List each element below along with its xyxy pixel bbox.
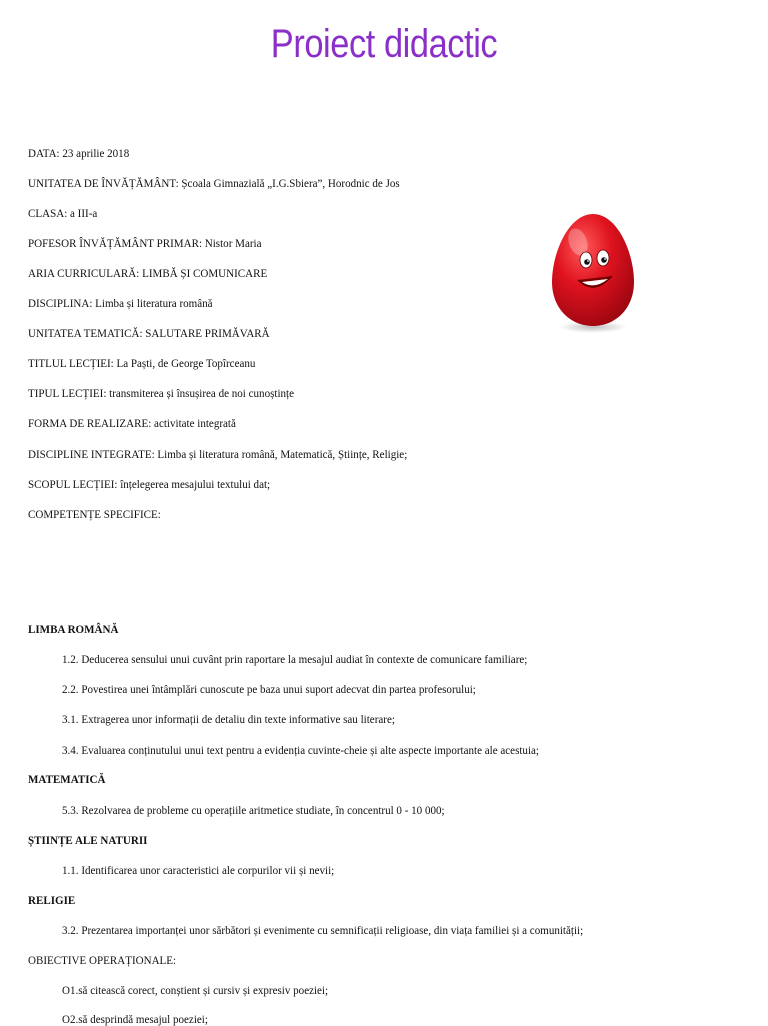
list-item: O2.să desprindă mesajul poeziei; <box>62 1012 208 1026</box>
stiinte-heading: ȘTIINȚE ALE NATURII <box>28 833 148 847</box>
easter-egg-icon <box>548 210 638 335</box>
list-item: 1.2. Deducerea sensului unui cuvânt prin raportare la mesajul audiat în contexte de comunicare familiare; <box>62 652 528 666</box>
teacher-line: POFESOR ÎNVĂȚĂMÂNT PRIMAR: Nistor Maria <box>28 236 262 250</box>
curricular-area-line: ARIA CURRICULARĂ: LIMBĂ ȘI COMUNICARE <box>28 266 268 280</box>
page-title: Proiect didactic <box>270 22 498 66</box>
matematica-heading: MATEMATICĂ <box>28 772 106 786</box>
obiective-heading: OBIECTIVE OPERAȚIONALE: <box>28 953 177 967</box>
lesson-title-line: TITLUL LECȚIEI: La Paști, de George Topîrceanu <box>28 356 256 370</box>
lesson-type-line: TIPUL LECȚIEI: transmiterea și însușirea de noi cunoștințe <box>28 386 295 400</box>
form-line: FORMA DE REALIZARE: activitate integrată <box>28 416 236 430</box>
competences-line: COMPETENȚE SPECIFICE: <box>28 507 161 521</box>
list-item: 3.2. Prezentarea importanței unor sărbători și evenimente cu semnificații religioase, din viața familiei și a comunității; <box>62 923 584 937</box>
list-item: 3.4. Evaluarea conținutului unui text pentru a evidenția cuvinte-cheie și alte aspecte importante ale acestuia; <box>62 743 539 757</box>
lesson-scope-line: SCOPUL LECȚIEI: înțelegerea mesajului textului dat; <box>28 477 271 491</box>
date-line: DATA: 23 aprilie 2018 <box>28 146 130 160</box>
romana-heading: LIMBA ROMÂNĂ <box>28 622 119 636</box>
class-line: CLASA: a III-a <box>28 206 98 220</box>
list-item: 5.3. Rezolvarea de probleme cu operațiile aritmetice studiate, în concentrul 0 - 10 000; <box>62 803 445 817</box>
discipline-line: DISCIPLINA: Limba și literatura română <box>28 296 213 310</box>
list-item: 1.1. Identificarea unor caracteristici ale corpurilor vii și nevii; <box>62 863 335 877</box>
list-item: O1.să citească corect, conștient și cursiv și expresiv poeziei; <box>62 983 329 997</box>
school-line: UNITATEA DE ÎNVĂȚĂMÂNT: Școala Gimnazială „I.G.Sbiera”, Horodnic de Jos <box>28 176 400 190</box>
list-item: 3.1. Extragerea unor informații de detaliu din texte informative sau literare; <box>62 712 395 726</box>
list-item: 2.2. Povestirea unei întâmplări cunoscute pe baza unui suport adecvat din partea profesorului; <box>62 682 476 696</box>
religie-heading: RELIGIE <box>28 893 76 907</box>
integrated-disciplines-line: DISCIPLINE INTEGRATE: Limba și literatura română, Matematică, Științe, Religie; <box>28 447 408 461</box>
thematic-unit-line: UNITATEA TEMATICĂ: SALUTARE PRIMĂVARĂ <box>28 326 270 340</box>
